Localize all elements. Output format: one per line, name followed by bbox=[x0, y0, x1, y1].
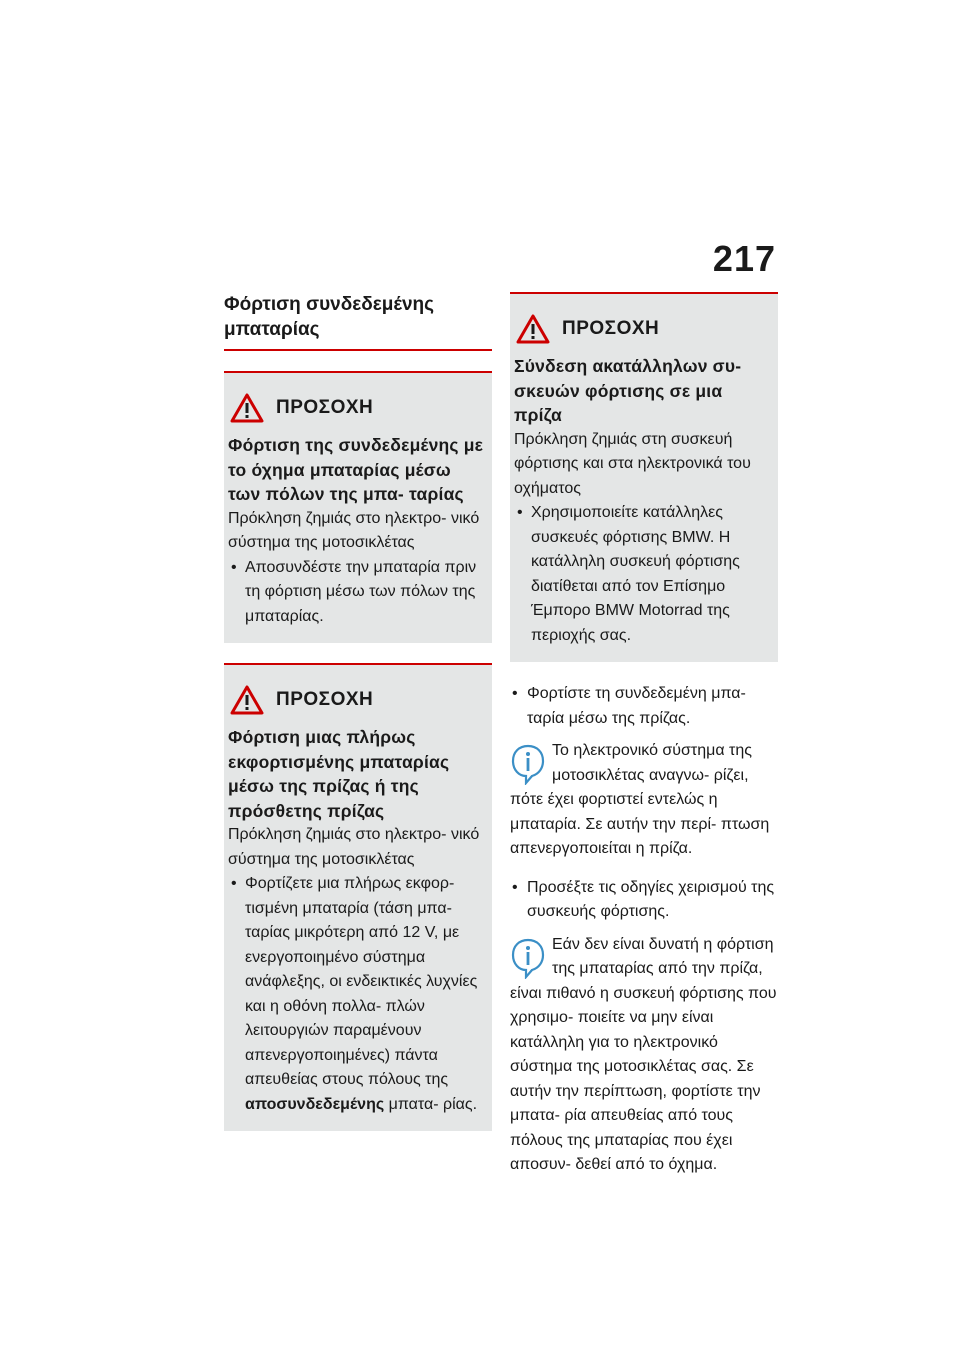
warning-text: Πρόκληση ζημιάς στο ηλεκτρο- νικό σύστημα της μοτοσικλέτας bbox=[228, 509, 480, 551]
right-column bbox=[510, 292, 778, 1192]
instruction-bullet-1: • Φορτίστε τη συνδεδεμένη μπα- ταρία μέσω της πρίζας. bbox=[510, 682, 778, 731]
warning-bullet bbox=[228, 872, 486, 1117]
bullet-text: Φορτίζετε μια πλήρως εκφορ- τισμένη μπαταρία (τάση μπα- ταρίας μικρότερη από 12 V, με ενεργοποιημένο σύστημα ανάφλεξης, οι ενδεικτικές λυχνίες και η οθόνη πολλα- πλών λειτουργιών παραμένουν απενεργοποιημένες) πάντα απευθείας στους πόλους της bbox=[245, 875, 478, 1088]
page-number: 217 bbox=[712, 238, 776, 279]
left-column bbox=[224, 292, 492, 1151]
warning-bullet: • Χρησιμοποιείτε κατάλληλες συσκευές φόρτισης BMW. Η κατάλληλη συσκευή φόρτισης διατίθεται από τον Επίσημο Έμπορο BMW Motorrad της περιοχής σας. bbox=[514, 501, 772, 648]
instruction-bullet-2: • Προσέξτε τις οδηγίες χειρισμού της συσκευής φόρτισης. bbox=[510, 876, 778, 925]
warning-bullet: • Αποσυνδέστε την μπαταρία πριν τη φόρτιση μέσω των πόλων της μπαταρίας. bbox=[228, 556, 486, 630]
bullet-text-end: μπατα- ρίας. bbox=[388, 1095, 478, 1113]
warning-box-1 bbox=[224, 371, 492, 643]
warning-text: Πρόκληση ζημιάς στο ηλεκτρο- νικό σύστημα της μοτοσικλέτας bbox=[228, 826, 480, 868]
warning-triangle-icon bbox=[516, 314, 550, 344]
warning-label: ΠΡΟΣΟΧΗ bbox=[276, 396, 374, 418]
warning-triangle-icon bbox=[230, 685, 264, 715]
warning-box-3 bbox=[510, 292, 778, 662]
section-heading: Φόρτιση συνδεδεμένης μπαταρίας bbox=[224, 292, 492, 351]
warning-title: Φόρτιση μιας πλήρως εκφορτισμένης μπαταρίας μέσω της πρίζας ή της πρόσθετης πρίζας bbox=[228, 727, 450, 821]
info-note-text: Το ηλεκτρονικό σύστημα της μοτοσικλέτας αναγνω- ρίζει, πότε έχει φορτιστεί εντελώς η μπαταρία. Σε αυτήν την περί- πτωση απενεργοποιείται η πρίζα. bbox=[510, 742, 770, 857]
info-note-text: Εάν δεν είναι δυνατή η φόρτιση της μπαταρίας από την πρίζα, είναι πιθανό η συσκευή φόρτισης που χρησιμο- ποιείτε να μην είναι κατάλληλη για το ηλεκτρονικό σύστημα της μοτοσικλέτας σας. Σε αυτήν την περίπτωση, φορτίστε την μπατα- ρία απευθείας από τους πόλους της μπαταρίας που έχει αποσυν- δεθεί από το όχημα. bbox=[510, 935, 777, 1173]
bullet-bold-text: αποσυνδεδεμένης bbox=[245, 1095, 385, 1113]
info-icon bbox=[510, 743, 546, 785]
warning-text: Πρόκληση ζημιάς στη συσκευή φόρτισης και στα ηλεκτρονικά του οχήματος bbox=[514, 430, 751, 497]
info-icon bbox=[510, 937, 546, 979]
info-note-1 bbox=[510, 739, 778, 862]
warning-label: ΠΡΟΣΟΧΗ bbox=[276, 688, 374, 710]
info-note-2 bbox=[510, 933, 778, 1178]
warning-triangle-icon bbox=[230, 393, 264, 423]
warning-title: Σύνδεση ακατάλληλων συ- σκευών φόρτισης σε μια πρίζα bbox=[514, 356, 742, 425]
warning-box-2 bbox=[224, 663, 492, 1131]
warning-label: ΠΡΟΣΟΧΗ bbox=[562, 317, 660, 339]
warning-title: Φόρτιση της συνδεδεμένης με το όχημα μπαταρίας μέσω των πόλων της μπα- ταρίας bbox=[228, 435, 484, 504]
